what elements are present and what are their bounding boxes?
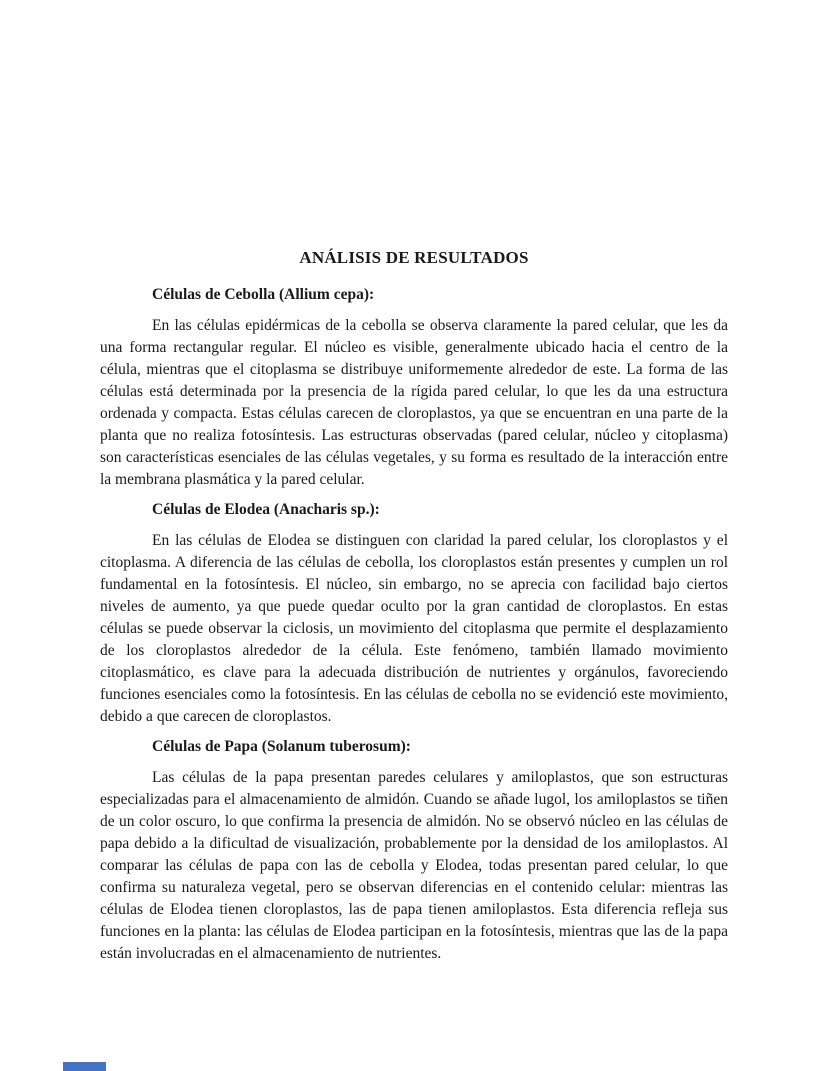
section-paragraph-cebolla: En las células epidérmicas de la cebolla se observa claramente la pared celular, que les da una forma rectangular regular. El núcleo es visible, generalmente ubicado hacia el centro de la célula, mientras que el citoplasma se distribuye uniformemente alrededor de este. La forma de las células está determinada por la presencia de la rígida pared celular, lo que les da una estructura ordenada y compacta. Estas células carecen de cloroplastos, ya que se encuentran en una parte de la planta que no realiza fotosíntesis. Las estructuras observadas (pared celular, núcleo y citoplasma) son características esenciales de las células vegetales, y su forma es resultado de la interacción entre la membrana plasmática y la pared celular. [100, 317, 728, 488]
section-papa [100, 736, 728, 965]
section-cebolla [100, 284, 728, 491]
section-heading-cebolla: Células de Cebolla (Allium cepa): [152, 286, 375, 303]
section-heading-elodea: Células de Elodea (Anacharis sp.): [152, 501, 380, 518]
section-paragraph-elodea: En las células de Elodea se distinguen con claridad la pared celular, los cloroplastos y el citoplasma. A diferencia de las células de cebolla, los cloroplastos están presentes y cumplen un rol fundamental en la fotosíntesis. El núcleo, sin embargo, no se aprecia con facilidad bajo ciertos niveles de aumento, ya que puede quedar oculto por la gran cantidad de cloroplastos. En estas células se puede observar la ciclosis, un movimiento del citoplasma que permite el desplazamiento de los cloroplastos alrededor de la célula. Este fenómeno, también llamado movimiento citoplasmático, es clave para la adecuada distribución de nutrientes y orgánulos, favoreciendo funciones esenciales como la fotosíntesis. En las células de cebolla no se evidenció este movimiento, debido a que carecen de cloroplastos. [100, 532, 728, 725]
section-elodea [100, 499, 728, 728]
section-paragraph-papa: Las células de la papa presentan paredes celulares y amiloplastos, que son estructuras especializadas para el almacenamiento de almidón. Cuando se añade lugol, los amiloplastos se tiñen de un color oscuro, lo que confirma la presencia de almidón. No se observó núcleo en las células de papa debido a la dificultad de visualización, probablemente por la densidad de los amiloplastos. Al comparar las células de papa con las de cebolla y Elodea, todas presentan pared celular, lo que confirma su naturaleza vegetal, pero se observan diferencias en el contenido celular: mientras las células de Elodea tienen cloroplastos, las de papa tienen amiloplastos. Esta diferencia refleja sus funciones en la planta: las células de Elodea participan en la fotosíntesis, mientras que las de la papa están involucradas en el almacenamiento de nutrientes. [100, 769, 728, 962]
section-heading-papa: Células de Papa (Solanum tuberosum): [152, 738, 411, 755]
document-title: ANÁLISIS DE RESULTADOS [299, 248, 529, 267]
page-bottom-blue-bar [63, 1062, 106, 1071]
